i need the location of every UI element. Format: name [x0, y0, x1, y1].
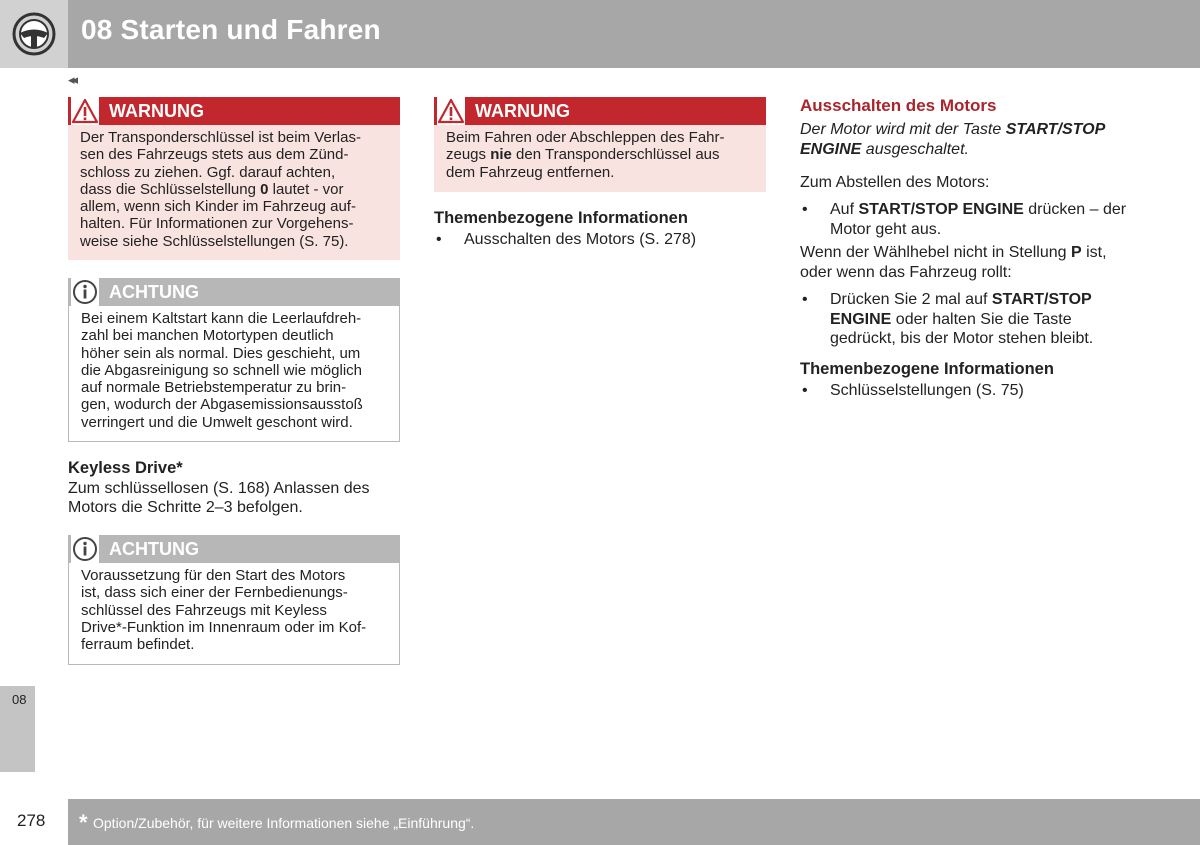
- text-line: Beim Fahren oder Abschleppen des Fahr-: [446, 129, 725, 146]
- bullet-text: [830, 200, 1140, 239]
- text-run: Wenn der Wählhebel nicht in Stellung: [800, 244, 1071, 261]
- text-run: Auf: [830, 201, 859, 218]
- text-run: Drücken Sie 2 mal auf: [830, 291, 992, 308]
- section-heading: Ausschalten des Motors: [800, 96, 997, 115]
- text-line: sen des Fahrzeugs stets aus dem Zünd-: [80, 146, 349, 164]
- caution-header: [68, 278, 400, 306]
- keyless-drive-section: [68, 459, 408, 518]
- bullet-text: [830, 290, 1140, 349]
- warning-box-towing: [434, 97, 766, 192]
- key-name: START/STOP: [1005, 121, 1106, 138]
- keyless-drive-text-line: Motors die Schritte 2–3 befolgen.: [68, 499, 303, 516]
- text-line: schloss zu ziehen. Ggf. darauf achten,: [80, 163, 336, 181]
- related-info-heading: Themenbezogene Informationen: [434, 209, 688, 227]
- instruction-bullet-2: [802, 290, 1162, 350]
- warning-text: [68, 125, 400, 258]
- text-line: Voraussetzung für den Start des Motors: [81, 567, 346, 584]
- text-line: [800, 140, 1160, 160]
- warning-triangle-icon: [437, 97, 465, 125]
- text-line: Drive*-Funktion im Innenraum oder im Kof-: [81, 618, 367, 636]
- text-line: [446, 146, 754, 163]
- caution-title: ACHTUNG: [109, 282, 199, 302]
- back-navigation-icon[interactable]: ◂◂: [68, 72, 76, 87]
- intro-text: [800, 120, 1160, 159]
- text-line: oder wenn das Fahrzeug rollt:: [800, 263, 1012, 281]
- text-run: oder halten Sie die Taste: [891, 310, 1072, 328]
- chapter-side-tab[interactable]: [0, 686, 35, 772]
- condition-text: [800, 243, 1160, 282]
- text-run: ist,: [1081, 244, 1107, 261]
- gear-position-p: P: [1070, 244, 1082, 261]
- warning-box-transponder: [68, 97, 400, 260]
- caution-header: [68, 535, 400, 563]
- text-line: [800, 243, 1160, 263]
- bullet-icon: •: [802, 291, 808, 308]
- text-run: den Transponderschlüssel aus: [511, 146, 720, 164]
- keyless-drive-text-line: Zum schlüssellosen (S. 168) Anlassen des: [68, 479, 370, 497]
- text-line: schlüssel des Fahrzeugs mit Keyless: [81, 601, 327, 619]
- text-line: verringert und die Umwelt geschont wird.: [81, 413, 353, 431]
- text-line: [80, 181, 388, 198]
- emphasis-never: nie: [490, 146, 512, 164]
- text-line: weise siehe Schlüsselstellungen (S. 75).: [80, 232, 349, 250]
- caution-text: [69, 306, 399, 439]
- text-line: ferraum befindet.: [81, 636, 195, 654]
- text-line: allem, wenn sich Kinder im Fahrzeug auf-: [80, 198, 356, 216]
- info-circle-icon: [71, 278, 99, 306]
- related-info-section-right: [800, 360, 1160, 380]
- text-line: zahl bei manchen Motortypen deutlich: [81, 327, 334, 345]
- related-info-item[interactable]: [802, 381, 1162, 401]
- text-line: [800, 120, 1160, 140]
- key-name: START/STOP: [991, 291, 1092, 308]
- warning-text: [434, 125, 766, 189]
- text-run: gedrückt, bis der Motor stehen bleibt.: [830, 330, 1094, 347]
- warning-header: [68, 97, 400, 125]
- text-run: dass die Schlüsselstellung: [80, 180, 261, 198]
- text-run: ausgeschaltet.: [861, 140, 969, 158]
- bullet-icon: •: [436, 231, 442, 248]
- text-line: höher sein als normal. Dies geschieht, um: [81, 344, 361, 362]
- warning-title: WARNUNG: [475, 101, 570, 121]
- warning-header: [434, 97, 766, 125]
- text-run: lautet - vor: [268, 180, 344, 198]
- text-run: zeugs: [446, 146, 491, 164]
- page-number: 278: [17, 811, 46, 830]
- key-position-zero: 0: [260, 180, 269, 198]
- warning-triangle-icon: [71, 97, 99, 125]
- bullet-icon: •: [802, 201, 808, 218]
- stop-label: Zum Abstellen des Motors:: [800, 174, 990, 191]
- related-link-text[interactable]: Schlüsselstellungen (S. 75): [830, 382, 1024, 399]
- chapter-title: 08 Starten und Fahren: [81, 14, 381, 45]
- asterisk-icon: *: [79, 810, 88, 835]
- text-run: drücken – der: [1023, 201, 1127, 218]
- chapter-tab-label: 08: [12, 692, 27, 707]
- bullet-icon: •: [802, 382, 808, 399]
- warning-title: WARNUNG: [109, 101, 204, 121]
- keyless-drive-heading: Keyless Drive*: [68, 459, 183, 477]
- steering-wheel-icon: [0, 0, 68, 68]
- text-line: gen, wodurch der Abgasemissionsausstoß: [81, 396, 363, 414]
- text-line: halten. Für Informationen zur Vorgehens-: [80, 215, 354, 233]
- related-info-item[interactable]: [436, 230, 776, 250]
- instruction-bullet-1: [802, 200, 1162, 240]
- text-line: Der Transponderschlüssel ist beim Verlas-: [80, 129, 361, 146]
- key-name: ENGINE: [830, 310, 892, 328]
- caution-text: [69, 563, 399, 661]
- text-line: dem Fahrzeug entfernen.: [446, 163, 615, 181]
- text-line: die Abgasreinigung so schnell wie möglich: [81, 361, 363, 379]
- caution-box-cold-start: [68, 278, 400, 442]
- related-info-heading: Themenbezogene Informationen: [800, 360, 1054, 378]
- text-line: ist, dass sich einer der Fernbedienungs-: [81, 584, 348, 602]
- related-link-text[interactable]: Ausschalten des Motors (S. 278): [464, 231, 697, 248]
- key-name: START/STOP ENGINE: [858, 201, 1024, 218]
- caution-box-keyless: [68, 535, 400, 665]
- key-name: ENGINE: [800, 140, 862, 158]
- text-line: auf normale Betriebstemperatur zu brin-: [81, 379, 347, 397]
- related-info-section: [434, 209, 774, 229]
- text-run: Motor geht aus.: [830, 220, 942, 238]
- text-line: Bei einem Kaltstart kann die Leerlaufdreh-: [81, 310, 362, 327]
- text-run: Der Motor wird mit der Taste: [800, 121, 1006, 138]
- chapter-icon-box: [0, 0, 68, 68]
- info-circle-icon: [71, 535, 99, 563]
- caution-title: ACHTUNG: [109, 539, 199, 559]
- footer-note: Option/Zubehör, für weitere Informationen siehe „Einführung“.: [93, 815, 475, 831]
- chapter-header: [0, 0, 1200, 68]
- footer-bar: [68, 799, 1200, 845]
